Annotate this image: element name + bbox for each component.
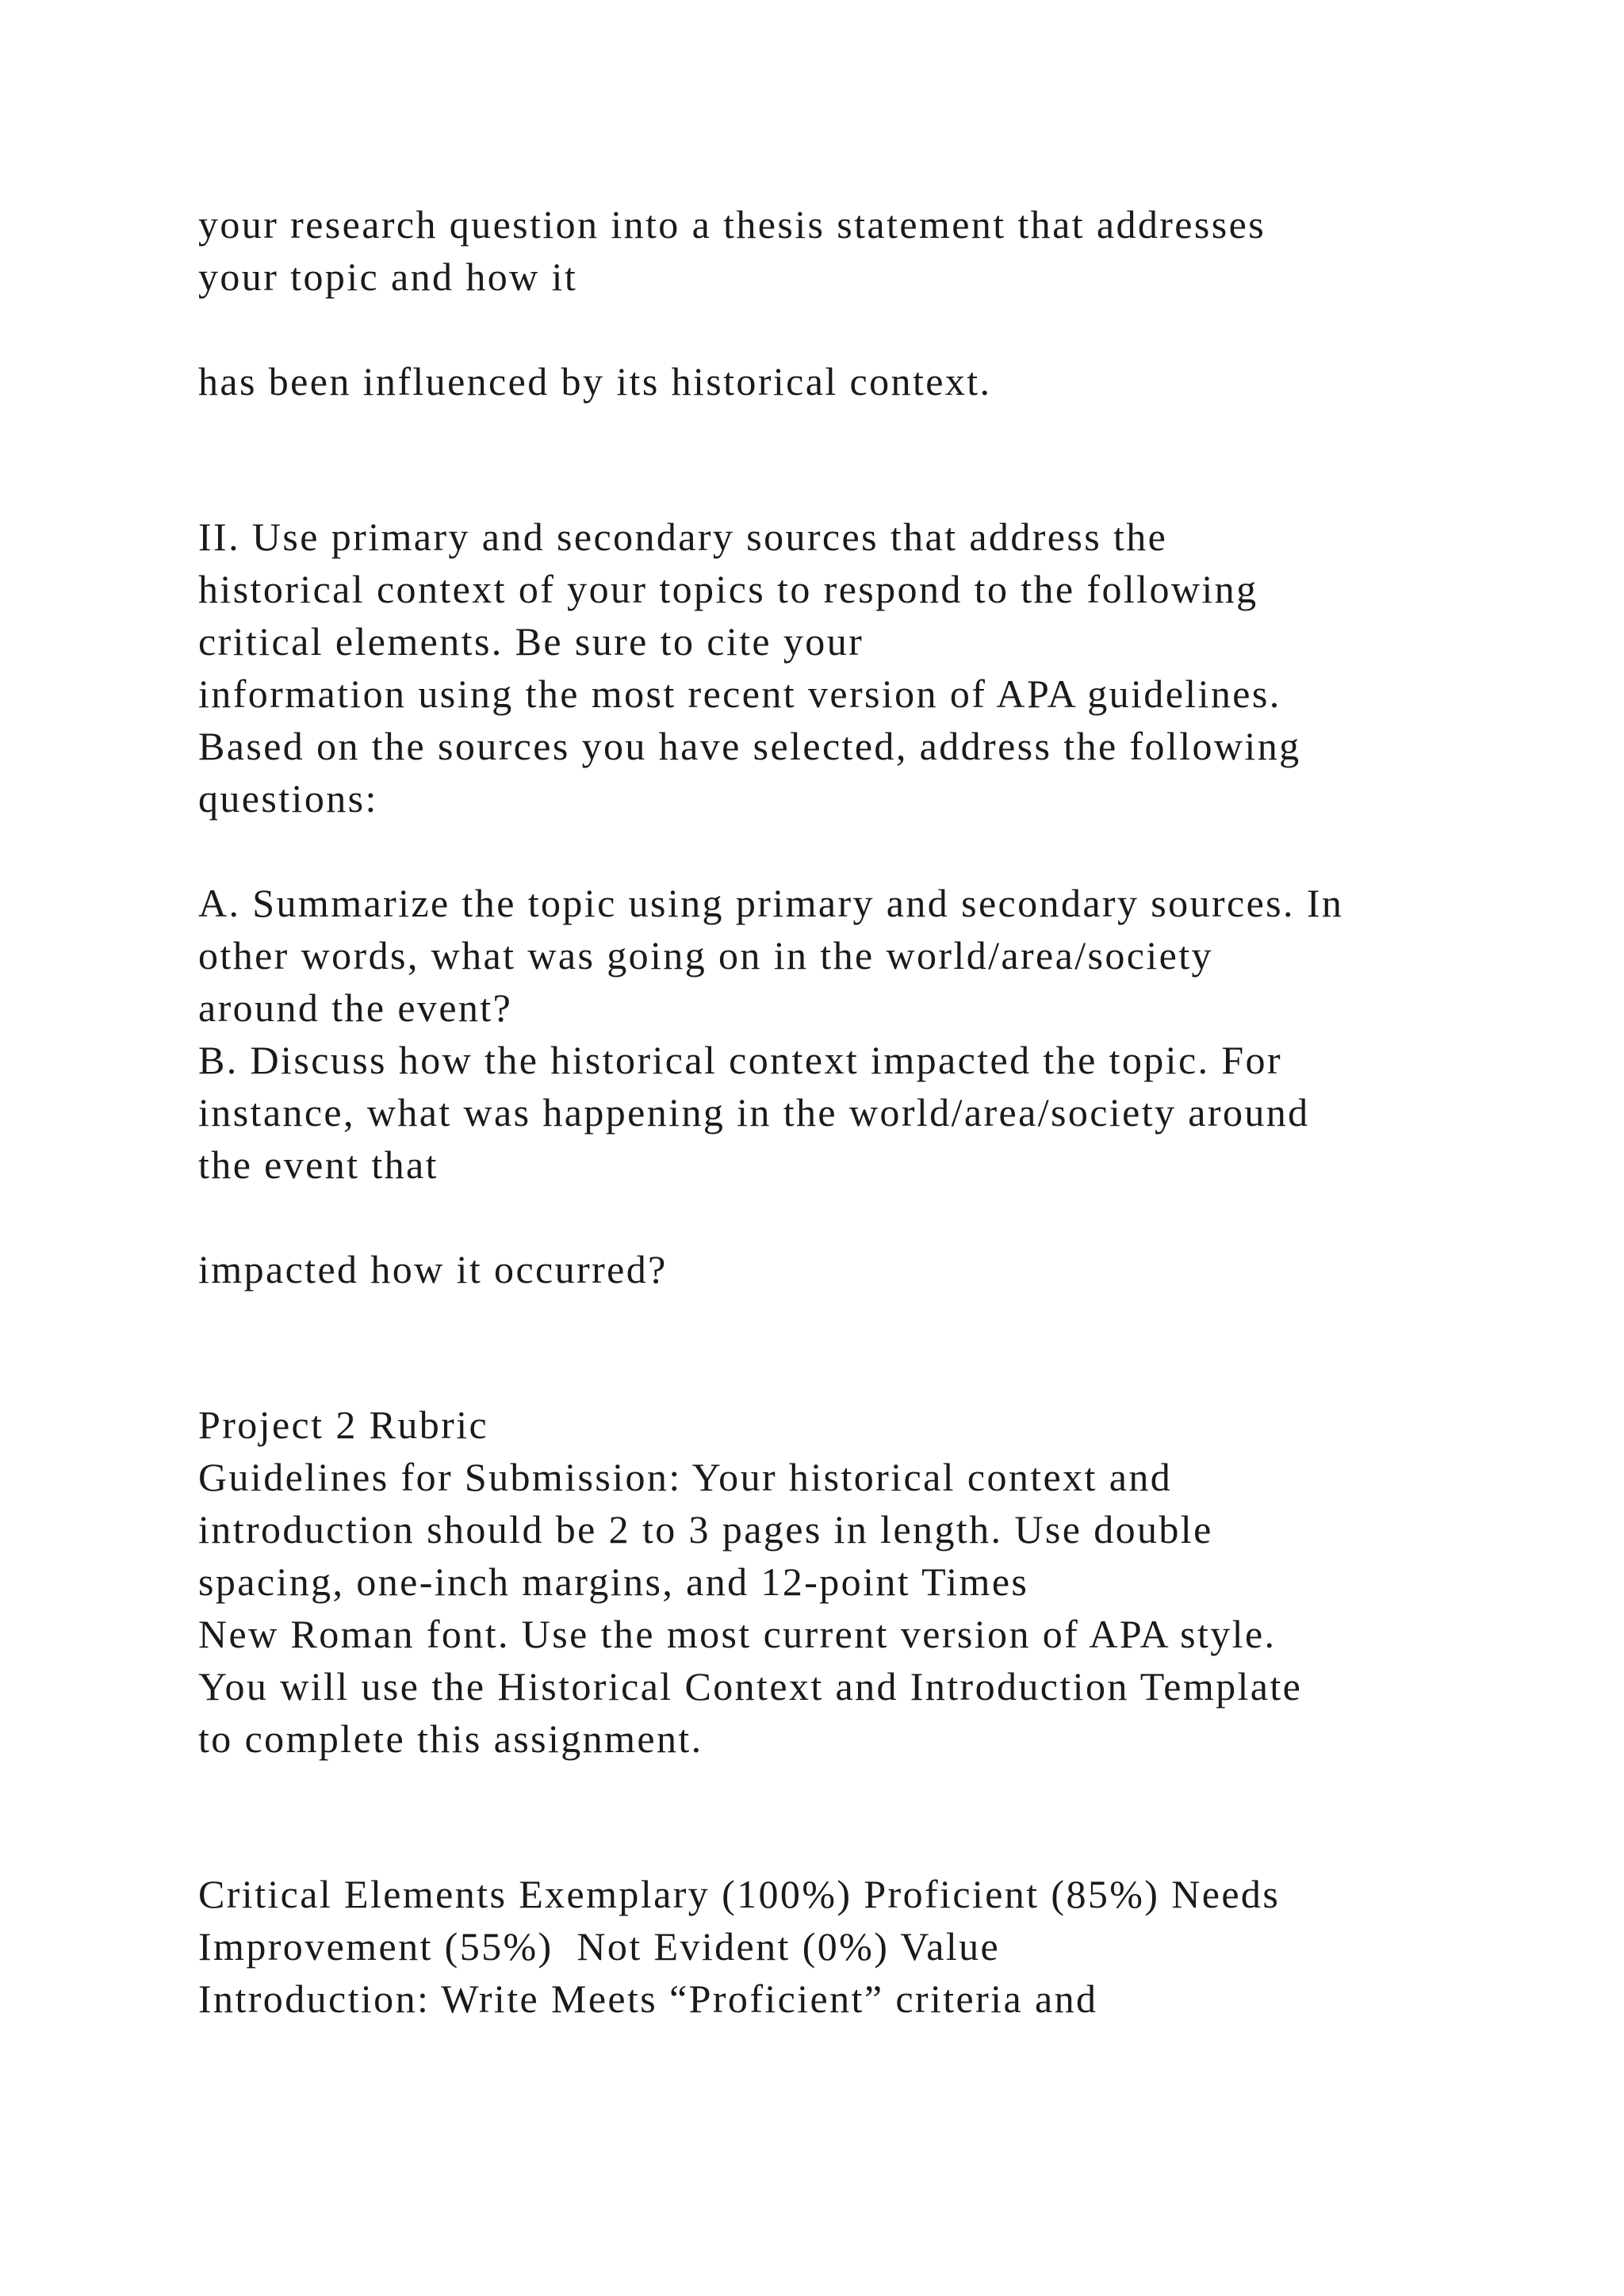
section-heading: Project 2 Rubric (198, 1402, 489, 1447)
text-line: your research question into a thesis statement that addresses (198, 202, 1266, 247)
text-line: spacing, one-inch margins, and 12-point Times (198, 1559, 1029, 1604)
text-line: has been influenced by its historical context. (198, 359, 992, 404)
text-line: other words, what was going on in the world/area/society (198, 933, 1213, 978)
text-line: impacted how it occurred? (198, 1247, 668, 1292)
text-line: II. Use primary and secondary sources that address the (198, 515, 1168, 559)
text-line: questions: (198, 776, 378, 821)
text-line: Guidelines for Submission: Your historical context and (198, 1455, 1173, 1499)
text-line: B. Discuss how the historical context impacted the topic. For (198, 1038, 1283, 1082)
text-line: New Roman font. Use the most current version of APA style. (198, 1612, 1277, 1656)
text-line: introduction should be 2 to 3 pages in length. Use double (198, 1507, 1213, 1552)
text-line: Introduction: Write Meets “Proficient” criteria and (198, 1976, 1098, 2021)
text-line: Critical Elements Exemplary (100%) Proficient (85%) Needs (198, 1872, 1281, 1916)
text-line: historical context of your topics to respond to the following (198, 567, 1258, 611)
text-line: your topic and how it (198, 254, 578, 299)
text-line: instance, what was happening in the world/area/society around (198, 1090, 1310, 1135)
text-line: critical elements. Be sure to cite your (198, 619, 864, 664)
text-line: Based on the sources you have selected, address the following (198, 724, 1301, 768)
text-line: You will use the Historical Context and Introduction Template (198, 1664, 1303, 1709)
text-line: information using the most recent version of APA guidelines. (198, 672, 1281, 716)
text-line: around the event? (198, 985, 513, 1030)
text-line: Improvement (55%) Not Evident (0%) Value (198, 1924, 1001, 1969)
text-line: to complete this assignment. (198, 1716, 703, 1761)
text-line: the event that (198, 1142, 439, 1187)
text-line: A. Summarize the topic using primary and secondary sources. In (198, 881, 1344, 925)
